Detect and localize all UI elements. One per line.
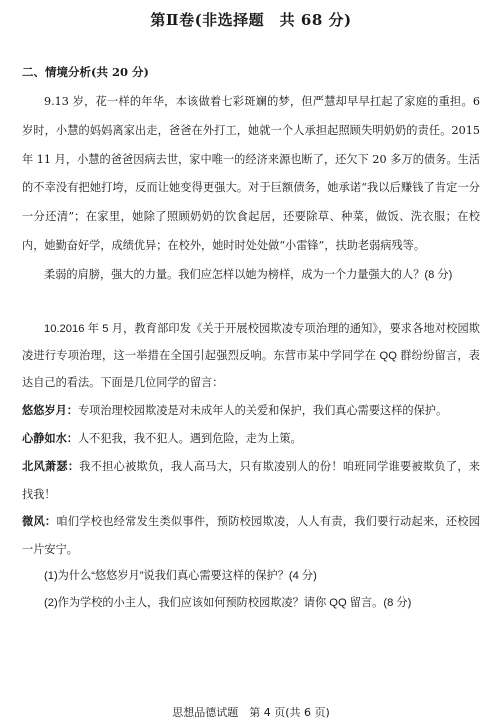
message-nickname: 心静如水： [22, 433, 78, 445]
message-text: 人不犯我，我不犯人。遇到危险，走为上策。 [77, 432, 302, 445]
sub-question-2: (2)作为学校的小主人，我们应该如何预防校园欺凌？请你 QQ 留言。(8 分) [44, 597, 412, 609]
question-9-body: 9.13 岁，花一样的年华，本该做着七彩斑斓的梦，但严慧却早早扛起了家庭的重担。6 岁时，小慧的妈妈离家出走，爸爸在外打工，她就一个人承担起照顾失明奶奶的责任。2015 年 11 月，小慧的爸爸因病去世，家中唯一的经济来源也断了，还欠下 20 多万的债务。生活的不幸没有把她打垮，反而让她变得更强大。对于巨额债务，她承诺“我以后赚钱了肯定一分一分还清”；在家里，她除了照顾奶奶的饮食起居，还要除草、种菜，做饭、洗衣服；在校内，她勤奋好学，成绩优异；在校外，她时时处处做“小雷锋”，扶助老弱病残等。 [22, 95, 480, 252]
message-text: 专项治理校园欺凌是对未成年人的关爱和保护，我们真心需要这样的保护。 [77, 404, 448, 417]
page-footer: 思想品德试题 第 4 页(共 6 页) [172, 706, 330, 719]
section-heading: 二、情境分析(共 20 分) [22, 65, 149, 79]
qq-message [22, 508, 480, 563]
message-nickname: 悠悠岁月： [22, 405, 78, 417]
question-9 [22, 88, 480, 290]
qq-message [22, 397, 480, 425]
sub-question-1: (1)为什么“悠悠岁月”说我们真心需要这样的保护？(4 分) [44, 570, 317, 582]
qq-message [22, 453, 480, 508]
page-title: 第Ⅱ卷(非选择题 共 68 分) [150, 11, 352, 29]
qq-message [22, 425, 480, 453]
message-text: 咱们学校也经常发生类似事件，预防校园欺凌，人人有责，我们要行动起来，还校园一片安宁。 [22, 515, 480, 556]
message-nickname: 北风萧瑟： [22, 461, 80, 473]
question-10-intro: 10.2016 年 5 月，教育部印发《关于开展校园欺凌专项治理的通知》，要求各地对校园欺凌进行专项治理，这一举措在全国引起强烈反响。东营市某中学同学在 QQ 群纷纷留言，表达自己的看法。下面是几位同学的留言： [22, 323, 480, 389]
question-10 [22, 316, 480, 617]
message-text: 我不担心被欺负，我人高马大，只有欺凌别人的份！咱班同学谁要被欺负了，来找我！ [22, 460, 480, 501]
message-nickname: 微风： [22, 516, 57, 528]
question-9-prompt: 柔弱的肩膀，强大的力量。我们应怎样以她为榜样，成为一个力量强大的人？(8 分) [44, 268, 453, 281]
